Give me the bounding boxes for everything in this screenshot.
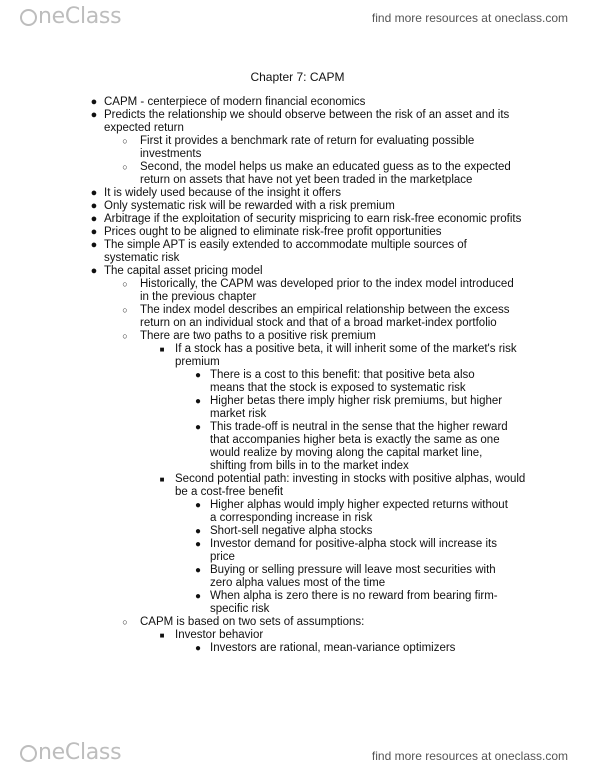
list-item — [0, 564, 595, 590]
logo-text: neClass — [38, 4, 122, 29]
list-item — [0, 395, 595, 421]
list-item-text: The simple APT is easily extended to accommodate multiple sources of systematic risk — [104, 239, 467, 264]
list-item-text: CAPM is based on two sets of assumptions: — [140, 616, 365, 628]
bullet-list — [0, 96, 595, 655]
bullet-icon: ● — [90, 200, 98, 212]
list-item-text: When alpha is zero there is no reward from bearing firm-specific risk — [210, 590, 498, 615]
list-item-text: There are two paths to a positive risk premium — [140, 330, 376, 342]
list-item — [0, 187, 595, 200]
list-item-text: CAPM - centerpiece of modern financial economics — [104, 96, 366, 108]
list-item-text: Investor behavior — [175, 629, 264, 641]
bullet-icon: ○ — [122, 305, 128, 315]
list-item-text: Only systematic risk will be rewarded with a risk premium — [104, 200, 395, 212]
oneclass-logo[interactable] — [20, 4, 121, 29]
bullet-icon: ● — [194, 591, 202, 602]
bullet-icon: ● — [90, 265, 98, 277]
list-item — [0, 278, 595, 304]
list-item — [0, 369, 595, 395]
list-item-text: Prices ought to be aligned to eliminate risk-free profit opportunities — [104, 226, 442, 238]
bullet-icon: ● — [90, 239, 98, 251]
bullet-icon: ● — [194, 526, 202, 537]
list-item-text: Investor demand for positive-alpha stock will increase its price — [210, 538, 497, 563]
list-item — [0, 239, 595, 265]
page-footer — [0, 738, 595, 770]
list-item-text: First it provides a benchmark rate of return for evaluating possible investments — [140, 135, 475, 160]
list-item-text: This trade-off is neutral in the sense that the higher reward that accompanies higher beta is exactly the same as one would realize by moving along the capital market line, shifting from bills in to the market index — [210, 421, 508, 472]
bullet-icon: ● — [194, 539, 202, 550]
footer-tagline[interactable]: find more resources at oneclass.com — [371, 749, 568, 763]
list-item-text: Predicts the relationship we should observe between the risk of an asset and its expected return — [104, 109, 510, 134]
list-item — [0, 629, 595, 642]
list-item-text: Higher betas there imply higher risk premiums, but higher market risk — [210, 395, 503, 420]
logo-o-icon — [20, 745, 37, 762]
list-item-text: Historically, the CAPM was developed prior to the index model introduced in the previous chapter — [140, 278, 514, 303]
logo-text: neClass — [38, 740, 122, 765]
list-item — [0, 499, 595, 525]
list-item-text: Investors are rational, mean-variance optimizers — [210, 642, 456, 654]
bullet-icon: ■ — [159, 345, 165, 354]
list-item-text: Arbitrage if the exploitation of security mispricing to earn risk-free economic profits — [104, 213, 522, 225]
header-tagline[interactable]: find more resources at oneclass.com — [371, 11, 568, 25]
list-item — [0, 213, 595, 226]
list-item — [0, 109, 595, 135]
bullet-icon: ● — [194, 370, 202, 381]
list-item-text: Short-sell negative alpha stocks — [210, 525, 373, 537]
bullet-icon: ● — [194, 422, 202, 433]
bullet-icon: ● — [90, 96, 98, 108]
list-item-text: Buying or selling pressure will leave most securities with zero alpha values most of the time — [210, 564, 496, 589]
bullet-icon: ■ — [159, 475, 165, 484]
bullet-icon: ● — [194, 643, 202, 654]
list-item — [0, 304, 595, 330]
list-item — [0, 538, 595, 564]
list-item — [0, 161, 595, 187]
list-item-text: Second, the model helps us make an educated guess as to the expected return on assets that have not yet been traded in the marketplace — [140, 161, 511, 186]
list-item-text: If a stock has a positive beta, it will inherit some of the market's risk premium — [175, 343, 517, 368]
bullet-icon: ● — [90, 109, 98, 121]
logo-o-icon — [20, 9, 37, 26]
bullet-icon: ○ — [122, 331, 128, 341]
list-item-text: It is widely used because of the insight it offers — [104, 187, 341, 199]
list-item-text: There is a cost to this benefit: that positive beta also means that the stock is exposed to systematic risk — [210, 369, 475, 394]
bullet-icon: ● — [194, 565, 202, 576]
bullet-icon: ■ — [159, 631, 165, 640]
list-item — [0, 642, 595, 655]
list-item-text: The capital asset pricing model — [104, 265, 263, 277]
page-header — [0, 0, 595, 40]
list-item — [0, 265, 595, 278]
list-item — [0, 616, 595, 629]
list-item — [0, 421, 595, 473]
list-item — [0, 525, 595, 538]
list-item — [0, 226, 595, 239]
bullet-icon: ● — [90, 187, 98, 199]
bullet-icon: ● — [194, 396, 202, 407]
list-item-text: The index model describes an empirical relationship between the excess return on an individual stock and that of a broad market-index portfolio — [140, 304, 510, 329]
bullet-icon: ○ — [122, 279, 128, 289]
list-item-text: Higher alphas would imply higher expected returns without a corresponding increase in risk — [210, 499, 508, 524]
list-item — [0, 590, 595, 616]
bullet-icon: ○ — [122, 162, 128, 172]
bullet-icon: ● — [194, 500, 202, 511]
list-item — [0, 135, 595, 161]
list-item — [0, 200, 595, 213]
oneclass-footer-logo[interactable] — [20, 740, 121, 765]
list-item — [0, 343, 595, 369]
bullet-icon: ○ — [122, 136, 128, 146]
page-title: Chapter 7: CAPM — [250, 70, 345, 84]
list-item-text: Second potential path: investing in stocks with positive alphas, would be a cost-free benefit — [175, 473, 526, 498]
list-item — [0, 473, 595, 499]
list-item — [0, 330, 595, 343]
bullet-icon: ● — [90, 213, 98, 225]
list-item — [0, 96, 595, 109]
bullet-icon: ○ — [122, 617, 128, 627]
bullet-icon: ● — [90, 226, 98, 238]
